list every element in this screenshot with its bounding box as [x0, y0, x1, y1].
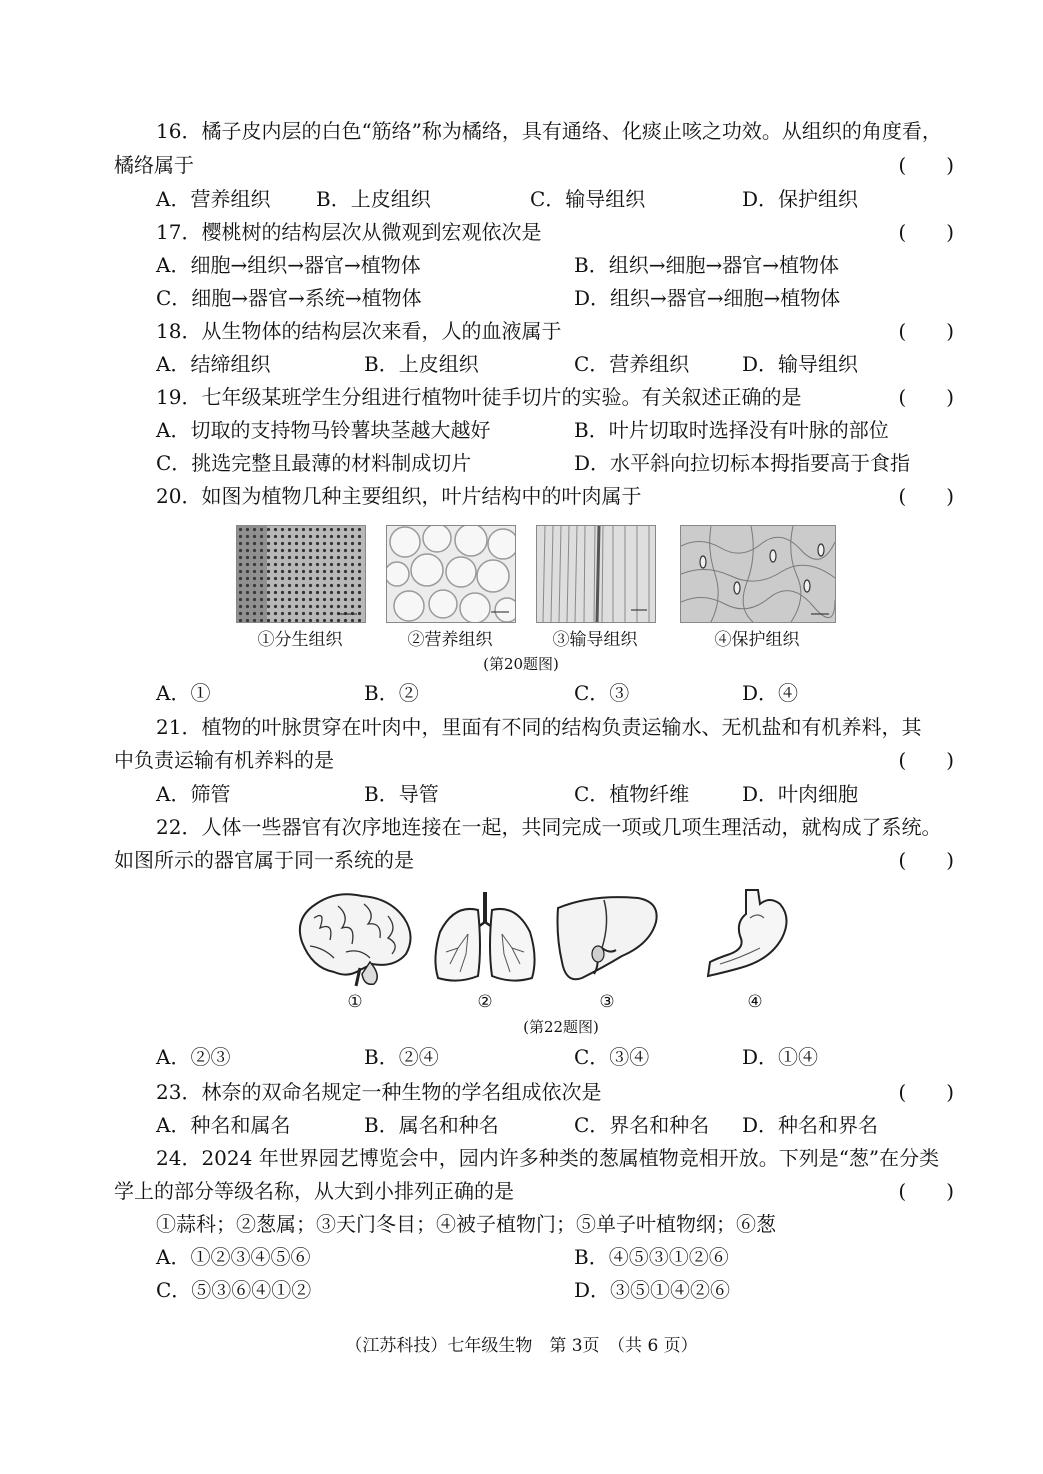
q22-label-4: ④: [747, 992, 763, 1012]
q21-option-b[interactable]: B．导管: [364, 782, 439, 806]
q22-stem-line1: [156, 812, 954, 842]
q22-stem-text2: 如图所示的器官属于同一系统的是: [114, 848, 414, 872]
q24-answer-blank[interactable]: ( ): [898, 1179, 954, 1203]
q18-answer-blank[interactable]: ( ): [898, 319, 954, 343]
q20-label-3: ③输导组织: [552, 630, 638, 650]
q17-stem-line: [156, 217, 954, 247]
q23-stem-line: [156, 1077, 954, 1107]
q18-option-b[interactable]: B．上皮组织: [364, 352, 479, 376]
q21-option-c[interactable]: C．植物纤维: [574, 782, 690, 806]
q16-options: [156, 184, 954, 214]
q23-option-a[interactable]: A．种名和属名: [156, 1113, 291, 1137]
q16-stem-text1: 16．橘子皮内层的白色“筋络”称为橘络，具有通络、化痰止咳之功效。从组织的角度看，: [156, 119, 942, 143]
q20-answer-blank[interactable]: ( ): [898, 484, 954, 508]
q21-stem-line2: [114, 745, 954, 775]
q22-label-3: ③: [599, 992, 615, 1012]
q20-option-c[interactable]: C．③: [574, 681, 630, 705]
q17-option-a[interactable]: A．细胞→组织→器官→植物体: [156, 253, 421, 277]
q23-option-b[interactable]: B．属名和种名: [364, 1113, 499, 1137]
q20-option-d[interactable]: D．④: [742, 681, 799, 705]
q24-list-text: ①蒜科；②葱属；③天门冬目；④被子植物门；⑤单子叶植物纲；⑥葱: [156, 1212, 776, 1236]
meristem-micrograph: [236, 525, 366, 623]
q20-label-4: ④保护组织: [714, 630, 800, 650]
q19-option-a[interactable]: A．切取的支持物马铃薯块茎越大越好: [156, 418, 491, 442]
q16-option-a[interactable]: A．营养组织: [156, 187, 271, 211]
q17-options-row1: [156, 250, 954, 280]
q19-option-c[interactable]: C．挑选完整且最薄的材料制成切片: [156, 451, 472, 475]
q23-stem-text: 23．林奈的双命名规定一种生物的学名组成依次是: [156, 1080, 602, 1104]
q22-answer-blank[interactable]: ( ): [898, 848, 954, 872]
q19-answer-blank[interactable]: ( ): [898, 385, 954, 409]
q23-options: [156, 1110, 954, 1140]
q24-option-a[interactable]: A．①②③④⑤⑥: [156, 1245, 311, 1269]
q22-label-2: ②: [477, 992, 493, 1012]
stomach-icon: [700, 888, 810, 988]
q21-stem-line1: [156, 712, 954, 742]
q16-option-b[interactable]: B．上皮组织: [316, 187, 431, 211]
q21-option-d[interactable]: D．叶肉细胞: [742, 782, 859, 806]
q17-options-row2: [156, 283, 954, 313]
q22-figure-caption: (第22题图): [523, 1018, 599, 1036]
q24-stem-text2: 学上的部分等级名称，从大到小排列正确的是: [114, 1179, 514, 1203]
q20-option-b[interactable]: B．②: [364, 681, 419, 705]
q22-option-c[interactable]: C．③④: [574, 1045, 650, 1069]
protective-image: [681, 526, 835, 622]
q24-option-d[interactable]: D．③⑤①④②⑥: [574, 1278, 731, 1302]
q19-options-row1: [156, 415, 954, 445]
q20-figure-caption: (第20题图): [483, 655, 559, 673]
q19-stem-text: 19．七年级某班学生分组进行植物叶徒手切片的实验。有关叙述正确的是: [156, 385, 802, 409]
q18-option-c[interactable]: C．营养组织: [574, 352, 690, 376]
q20-label-2: ②营养组织: [407, 630, 493, 650]
q22-option-b[interactable]: B．②④: [364, 1045, 439, 1069]
q23-option-d[interactable]: D．种名和界名: [742, 1113, 879, 1137]
q17-option-d[interactable]: D．组织→器官→细胞→植物体: [574, 286, 841, 310]
q20-stem-text: 20．如图为植物几种主要组织，叶片结构中的叶肉属于: [156, 484, 642, 508]
q17-stem-text: 17．樱桃树的结构层次从微观到宏观依次是: [156, 220, 542, 244]
q16-stem-text2: 橘络属于: [114, 153, 194, 177]
q17-option-c[interactable]: C．细胞→器官→系统→植物体: [156, 286, 422, 310]
q20-option-a[interactable]: A．①: [156, 681, 211, 705]
protective-micrograph: [680, 525, 836, 623]
q21-options: [156, 779, 954, 809]
q22-option-a[interactable]: A．②③: [156, 1045, 231, 1069]
q22-label-1: ①: [347, 992, 363, 1012]
q18-option-d[interactable]: D．输导组织: [742, 352, 859, 376]
q19-options-row2: [156, 448, 954, 478]
q18-options: [156, 349, 954, 379]
q24-options-row2: [156, 1275, 954, 1305]
q22-option-d[interactable]: D．①④: [742, 1045, 819, 1069]
lungs-icon: [430, 888, 540, 988]
q18-option-a[interactable]: A．结缔组织: [156, 352, 271, 376]
q18-stem-line: [156, 316, 954, 346]
q17-answer-blank[interactable]: ( ): [898, 220, 954, 244]
q24-option-b[interactable]: B．④⑤③①②⑥: [574, 1245, 729, 1269]
q16-stem-line1: [156, 116, 954, 146]
conducting-micrograph: [536, 525, 656, 623]
q24-stem-line1: [156, 1143, 954, 1173]
meristem-image: [237, 526, 365, 622]
brain-icon: [290, 888, 420, 988]
conducting-image: [537, 526, 655, 622]
q20-stem-line: [156, 481, 954, 511]
q21-option-a[interactable]: A．筛管: [156, 782, 231, 806]
q23-answer-blank[interactable]: ( ): [898, 1080, 954, 1104]
q24-option-c[interactable]: C．⑤③⑥④①②: [156, 1278, 312, 1302]
q22-options: [156, 1042, 954, 1072]
q19-option-b[interactable]: B．叶片切取时选择没有叶脉的部位: [574, 418, 889, 442]
parenchyma-micrograph: [386, 525, 516, 623]
q22-stem-text1: 22．人体一些器官有次序地连接在一起，共同完成一项或几项生理活动，就构成了系统。: [156, 815, 942, 839]
q23-option-c[interactable]: C．界名和种名: [574, 1113, 710, 1137]
q24-options-row1: [156, 1242, 954, 1272]
parenchyma-image: [387, 526, 515, 622]
q21-answer-blank[interactable]: ( ): [898, 748, 954, 772]
q24-stem-line2: [114, 1176, 954, 1206]
q22-figure: [290, 888, 810, 1018]
q16-option-c[interactable]: C．输导组织: [530, 187, 646, 211]
q16-option-d[interactable]: D．保护组织: [742, 187, 859, 211]
q19-stem-line: [156, 382, 954, 412]
q20-options: [156, 678, 954, 708]
liver-icon: [552, 892, 662, 988]
q24-stem-text1: 24．2024 年世界园艺博览会中，园内许多种类的葱属植物竞相开放。下列是“葱”在分类: [156, 1146, 940, 1170]
page-footer: （江苏科技）七年级生物 第 3页 （共 6 页）: [345, 1336, 698, 1356]
q17-option-b[interactable]: B．组织→细胞→器官→植物体: [574, 253, 839, 277]
q19-option-d[interactable]: D．水平斜向拉切标本拇指要高于食指: [574, 451, 911, 475]
q20-label-1: ①分生组织: [257, 630, 343, 650]
q21-stem-text1: 21．植物的叶脉贯穿在叶肉中，里面有不同的结构负责运输水、无机盐和有机养料，其: [156, 715, 922, 739]
q21-stem-text2: 中负责运输有机养料的是: [114, 748, 334, 772]
q22-stem-line2: [114, 845, 954, 875]
q24-list-line: [156, 1209, 954, 1239]
q16-stem-line2: [114, 150, 954, 180]
q16-answer-blank[interactable]: ( ): [898, 153, 954, 177]
q18-stem-text: 18．从生物体的结构层次来看，人的血液属于: [156, 319, 562, 343]
